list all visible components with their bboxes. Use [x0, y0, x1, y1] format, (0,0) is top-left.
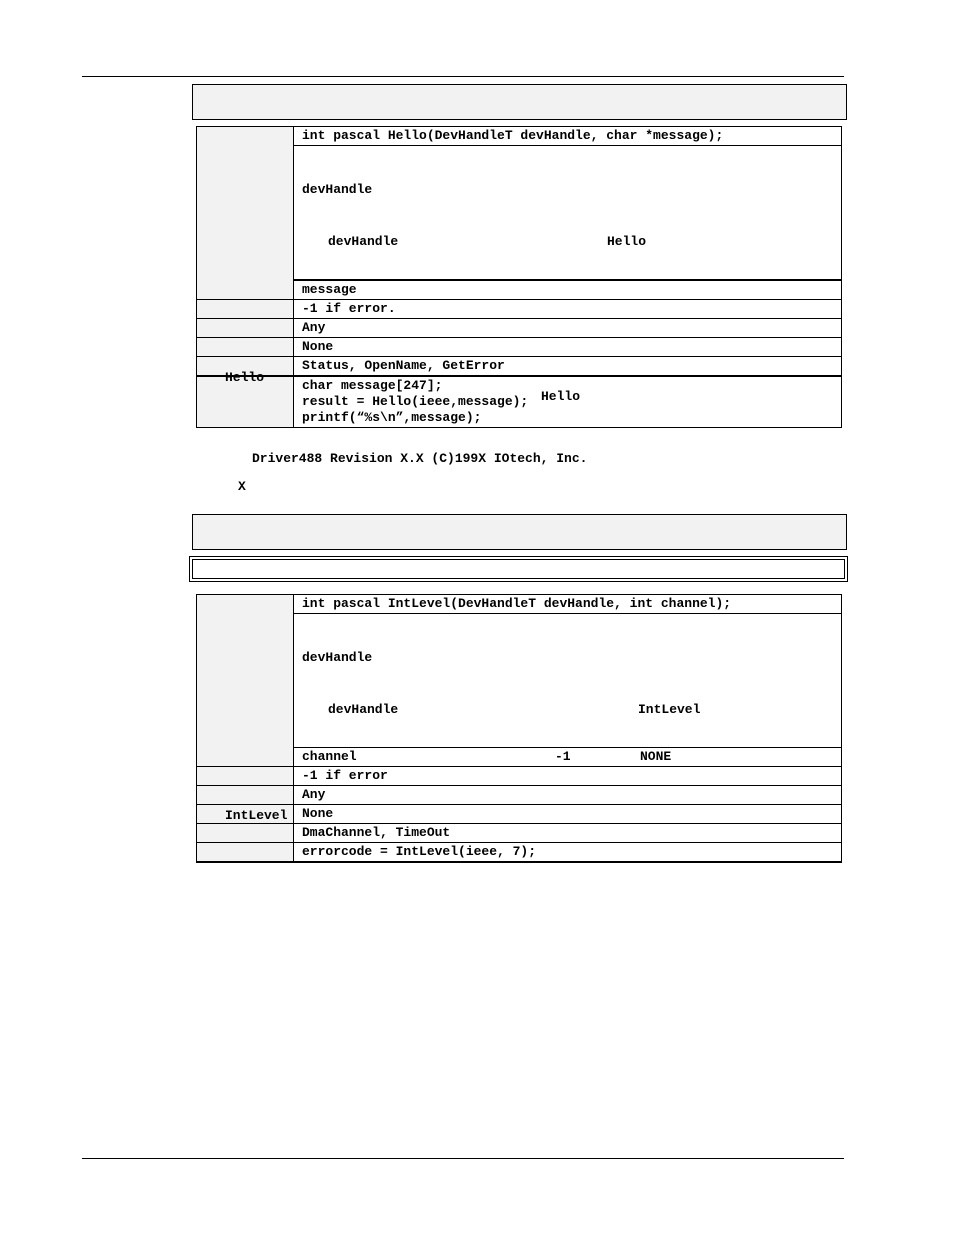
header-rule: [82, 76, 844, 77]
example-row: [197, 376, 842, 428]
syntax-row: [197, 595, 842, 614]
example-line: char message[247];: [302, 378, 443, 393]
param-desc-term: IntLevel: [638, 702, 701, 717]
bus-states-row: [197, 805, 842, 824]
bus-states-cell: None: [294, 338, 842, 357]
bus-states-row: [197, 338, 842, 357]
param-name: devHandle: [302, 182, 373, 197]
see-also-row: [197, 357, 842, 377]
param-desc-term: Hello: [607, 234, 647, 249]
param-name: channel: [302, 749, 357, 764]
param-channel-row: [197, 748, 842, 767]
hello-title-bar: [192, 84, 847, 120]
param-name: message: [294, 280, 842, 300]
intlevel-body-fn-name: IntLevel: [225, 808, 288, 823]
hello-x-note: X: [238, 479, 246, 494]
param-devhandle-row: [197, 146, 842, 281]
mode-cell: Any: [294, 319, 842, 338]
returns-row: [197, 767, 842, 786]
param-value: NONE: [640, 749, 672, 764]
hello-sample-output: Driver488 Revision X.X (C)199X IOtech, Inc.: [252, 451, 588, 466]
example-row: [197, 843, 842, 863]
see-also-cell: Status, OpenName, GetError: [294, 357, 842, 377]
syntax-label-cell: [197, 127, 294, 300]
mode-row: [197, 786, 842, 805]
hello-body-fn-name: Hello: [225, 370, 265, 385]
returns-cell: -1 if error.: [294, 300, 842, 319]
syntax-cell: int pascal Hello(DevHandleT devHandle, char *message);: [294, 127, 842, 146]
intlevel-subtitle-bar: [189, 556, 848, 582]
mode-cell: Any: [294, 786, 842, 805]
hello-body-fn-inline: Hello: [541, 389, 581, 404]
example-line: printf(“%s\n”,message);: [302, 410, 482, 425]
param-devhandle-row: [197, 614, 842, 748]
syntax-row: [197, 127, 842, 146]
footer-rule: [82, 1158, 844, 1159]
intlevel-title-bar: [192, 514, 847, 550]
bus-states-cell: None: [294, 805, 842, 824]
mode-row: [197, 319, 842, 338]
see-also-cell: DmaChannel, TimeOut: [294, 824, 842, 843]
param-name: devHandle: [302, 650, 373, 665]
example-line: result = Hello(ieee,message);: [302, 394, 529, 409]
param-message-row: [197, 280, 842, 300]
see-also-row: [197, 824, 842, 843]
example-cell: errorcode = IntLevel(ieee, 7);: [294, 843, 842, 863]
intlevel-reference-table: [196, 594, 842, 863]
syntax-cell: int pascal IntLevel(DevHandleT devHandle, int channel);: [294, 595, 842, 614]
hello-reference-table: [196, 126, 842, 428]
syntax-label-cell: [197, 595, 294, 767]
returns-row: [197, 300, 842, 319]
param-desc-term: devHandle: [328, 234, 399, 249]
returns-cell: -1 if error: [294, 767, 842, 786]
param-desc-term: devHandle: [328, 702, 399, 717]
param-value: -1: [555, 749, 571, 764]
